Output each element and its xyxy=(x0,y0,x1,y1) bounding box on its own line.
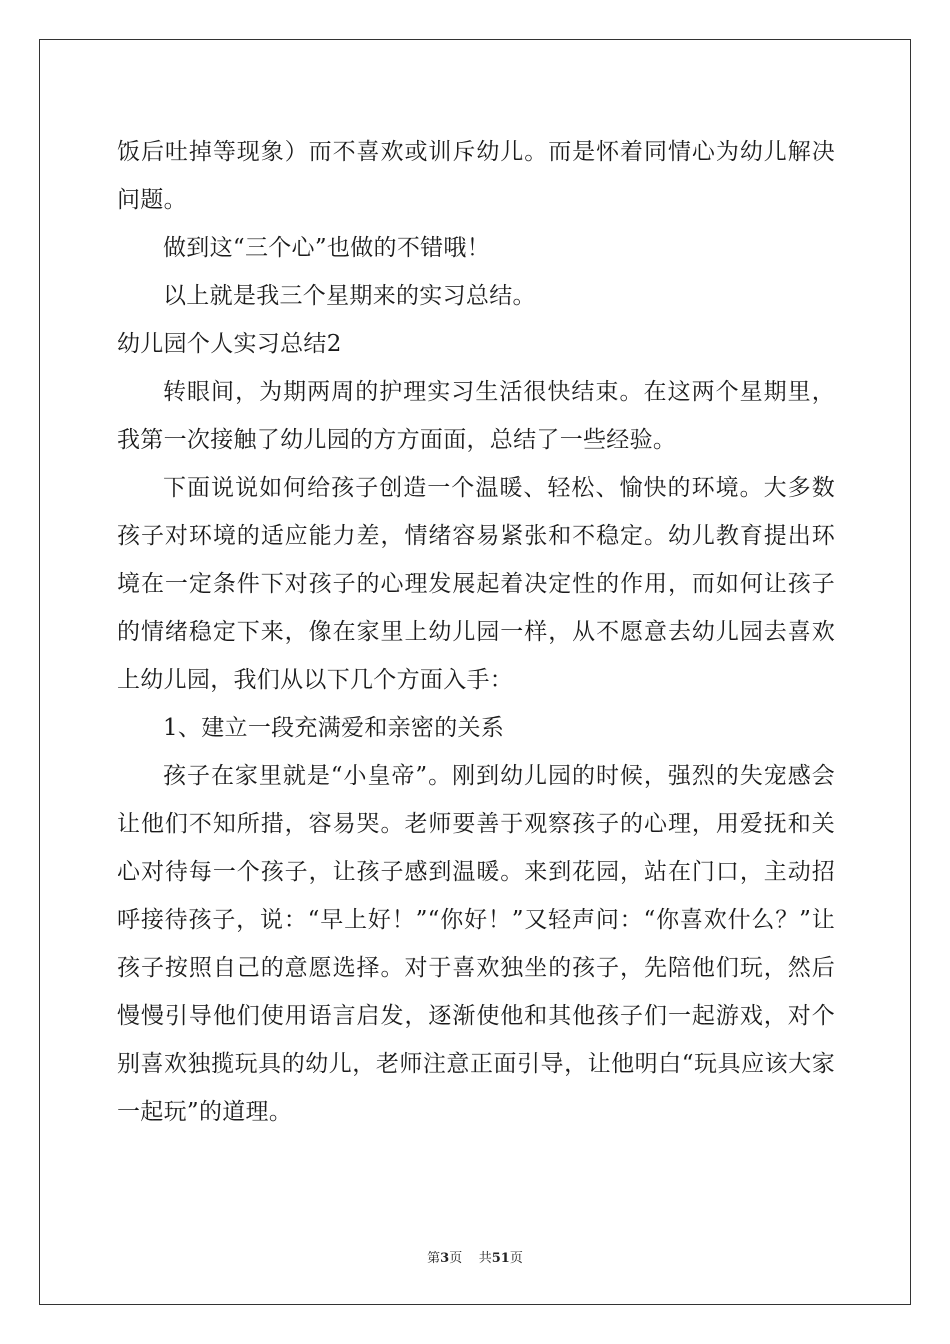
page-footer xyxy=(0,1247,950,1266)
paragraph: 孩子在家里就是“小皇帝”。刚到幼儿园的时候，强烈的失宠感会让他们不知所措，容易哭。老师要善于观察孩子的心理，用爱抚和关心对待每一个孩子，让孩子感到温暖。来到花园，站在门口，主动招呼接待孩子，说：“早上好！”“你好！”又轻声问：“你喜欢什么？”让孩子按照自己的意愿选择。对于喜欢独坐的孩子，先陪他们玩，然后慢慢引导他们使用语言启发，逐渐使他和其他孩子们一起游戏，对个别喜欢独揽玩具的幼儿，老师注意正面引导，让他明白“玩具应该大家一起玩”的道理。 xyxy=(117,763,835,1125)
paragraph: 下面说说如何给孩子创造一个温暖、轻松、愉快的环境。大多数孩子对环境的适应能力差，情绪容易紧张和不稳定。幼儿教育提出环境在一定条件下对孩子的心理发展起着决定性的作用，而如何让孩子的情绪稳定下来，像在家里上幼儿园一样，从不愿意去幼儿园去喜欢上幼儿园，我们从以下几个方面入手： xyxy=(117,475,835,693)
list-heading: 1、建立一段充满爱和亲密的关系 xyxy=(163,715,505,741)
footer-total-pages: 51 xyxy=(491,1251,510,1266)
footer-page-suffix: 页 xyxy=(449,1251,463,1266)
paragraph: 转眼间，为期两周的护理实习生活很快结束。在这两个星期里，我第一次接触了幼儿园的方方面面，总结了一些经验。 xyxy=(117,379,835,453)
footer-total-prefix: 共 xyxy=(478,1251,492,1266)
paragraph: 以上就是我三个星期来的实习总结。 xyxy=(163,283,536,309)
document-body xyxy=(117,128,835,1136)
paragraph: 做到这“三个心”也做的不错哦！ xyxy=(163,235,491,261)
footer-page-prefix: 第 xyxy=(427,1251,441,1266)
section-heading: 幼儿园个人实习总结2 xyxy=(117,331,342,357)
paragraph: 饭后吐掉等现象）而不喜欢或训斥幼儿。而是怀着同情心为幼儿解决问题。 xyxy=(117,139,835,213)
footer-page-number: 3 xyxy=(440,1251,450,1266)
footer-total-suffix: 页 xyxy=(509,1251,523,1266)
